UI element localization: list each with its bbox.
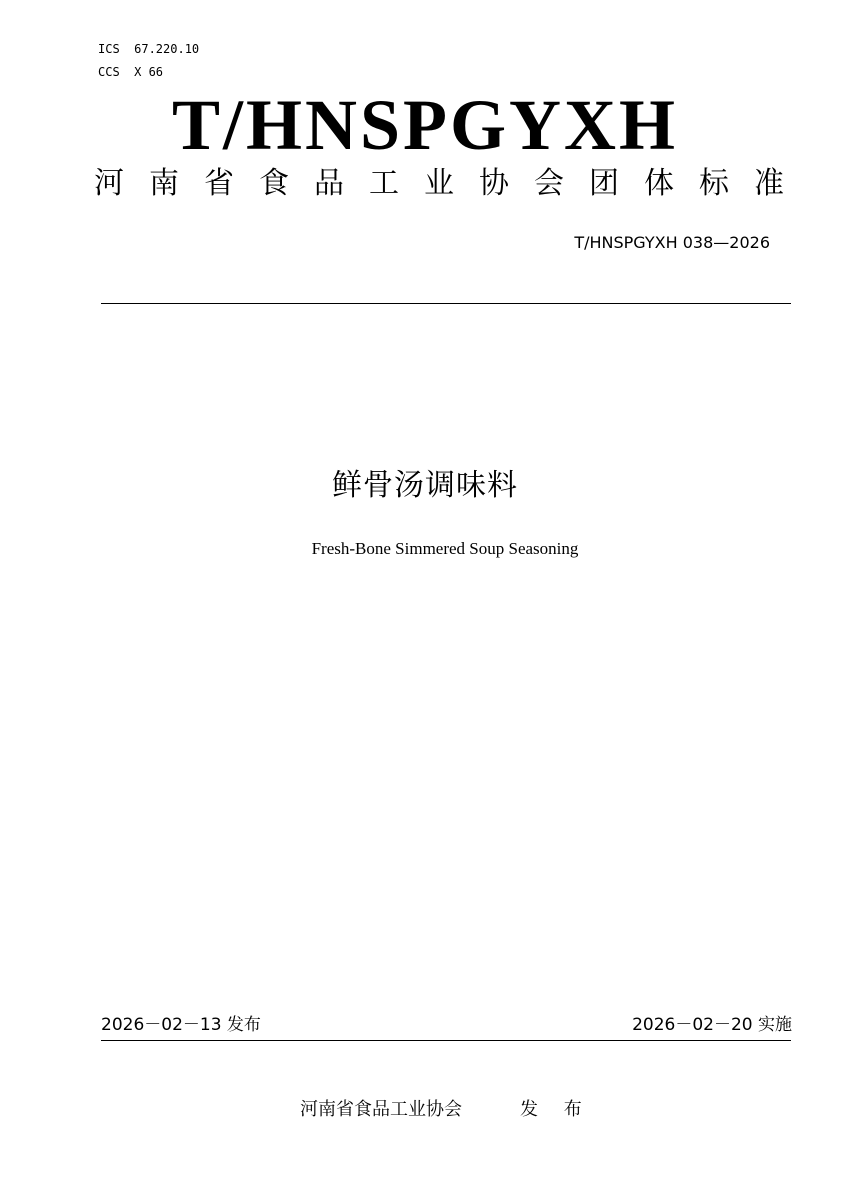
banner-char: 协 xyxy=(479,166,509,201)
document-title-english: Fresh-Bone Simmered Soup Seasoning xyxy=(311,539,579,558)
banner-char: 省 xyxy=(204,166,234,201)
banner-char: 南 xyxy=(149,166,179,201)
banner-char: 工 xyxy=(369,166,399,201)
publisher-name: 河南省食品工业协会 xyxy=(300,1099,462,1120)
document-title-chinese: 鲜骨汤调味料 xyxy=(332,468,518,503)
ccs-code: CCS X 66 xyxy=(98,65,164,79)
banner-char: 团 xyxy=(589,166,619,201)
banner-char: 标 xyxy=(699,166,729,201)
banner-char: 业 xyxy=(424,166,454,201)
banner-char: 会 xyxy=(534,166,564,201)
publish-label: 发 布 xyxy=(520,1099,592,1120)
top-divider xyxy=(101,303,791,304)
banner-char: 体 xyxy=(644,166,674,201)
ics-code: ICS 67.220.10 xyxy=(98,42,200,56)
standard-logo-text: T/HNSPGYXH xyxy=(171,85,679,165)
bottom-divider xyxy=(101,1040,791,1041)
standard-number: T/HNSPGYXH 038—2026 xyxy=(574,233,770,252)
banner-char: 品 xyxy=(314,166,344,201)
banner-char: 食 xyxy=(259,166,289,201)
banner-char: 河 xyxy=(94,166,124,201)
issue-date: 2026－02－13 发布 xyxy=(101,1015,261,1035)
organization-banner xyxy=(94,164,784,204)
implementation-date: 2026－02－20 实施 xyxy=(632,1015,792,1035)
banner-char: 准 xyxy=(754,166,784,201)
